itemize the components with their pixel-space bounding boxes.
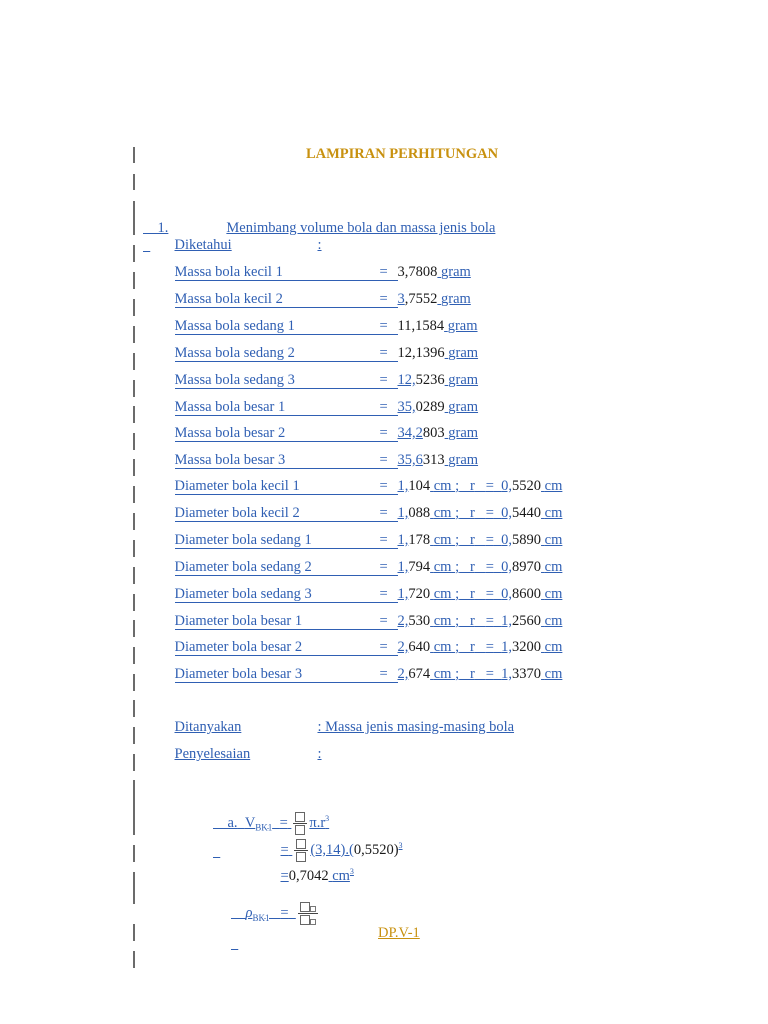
diameter-unit: cm [433,559,452,575]
diameter-value: 104 [408,478,431,494]
diameter-value-inserted: 2, [397,639,409,655]
equals-sign: = [280,905,289,921]
equals-sign: = [380,452,398,469]
diameter-label: Diameter bola sedang 1 [175,532,380,549]
mass-value: 3,7808 [397,264,438,280]
exponent: 3 [349,867,354,876]
diameter-value: 674 [408,666,431,682]
equals-sign: = [380,639,398,656]
mass-label: Massa bola sedang 2 [175,345,380,362]
section-number: 1. [157,220,169,236]
mass-value-inserted: 12, [397,372,416,388]
mass-label: Massa bola besar 2 [175,425,380,442]
change-bar [133,406,135,423]
equals-sign: = [485,586,494,602]
change-bar [133,326,135,343]
diameter-value-inserted: 1, [397,586,409,602]
radius-value: 8600 [512,586,542,602]
diameter-value-inserted: 1, [397,478,409,494]
diameter-unit: cm [433,666,452,682]
penyelesaian-label: Penyelesaian [174,746,251,762]
change-bar [133,540,135,557]
mass-unit: gram [448,452,479,468]
change-bar [133,299,135,316]
change-bar [133,780,135,835]
equals-sign: = [380,505,398,522]
radius-value: 3200 [512,639,542,655]
mass-label: Massa bola kecil 2 [175,291,380,308]
penyelesaian-row [160,727,322,781]
volume-subscript: BK1 [255,822,273,833]
equals-sign: = [380,559,398,576]
formula-tail: π.r [309,814,326,831]
radius-label: r [470,586,475,602]
radius-label: r [470,478,475,494]
change-bar [133,647,135,664]
page-title: LAMPIRAN PERHITUNGAN [305,146,499,162]
equals-sign: = [380,399,398,416]
ditanyakan-label: Ditanyakan [174,719,242,735]
rho-subscript: BK1 [252,912,270,923]
volume-unit: cm [332,867,350,884]
volume-symbol: V [244,814,256,831]
page-footer-label: DP.V-1 [378,925,420,941]
separator: ; [455,505,460,521]
separator: ; [455,532,460,548]
radius-unit: cm [544,505,563,521]
radius-label: r [470,613,475,629]
mass-label: Massa bola besar 3 [175,452,380,469]
volume-value: 0,7042 [288,867,329,884]
equals-sign: = [380,425,398,442]
mass-value: 5236 [415,372,445,388]
radius-unit: cm [544,559,563,575]
equals-sign: = [380,586,398,603]
radius-value: 5890 [512,532,542,548]
penyelesaian-colon: : [317,746,322,762]
diameter-value: 530 [408,613,431,629]
diketahui-label: Diketahui [174,237,232,253]
equals-sign: = [380,345,398,362]
equals-sign: = [380,532,398,549]
diameter-unit: cm [433,613,452,629]
change-bar [133,727,135,744]
rho-symbol: ρ [245,905,253,921]
change-bar [133,174,135,190]
fraction-placeholder-icon [298,902,318,925]
diameter-value: 794 [408,559,431,575]
mass-label: Massa bola sedang 3 [175,372,380,389]
separator: ; [455,478,460,494]
separator: ; [455,613,460,629]
mass-unit: gram [441,291,471,307]
mass-value: 12,1396 [397,345,445,361]
separator: ; [455,666,460,682]
mass-unit: gram [447,318,478,334]
mass-unit: gram [441,264,471,280]
radius-unit: cm [544,666,563,682]
equals-sign: = [485,505,494,521]
separator: ; [455,639,460,655]
radius-label: r [470,666,475,682]
radius-value: 3370 [512,666,542,682]
change-bar [133,272,135,289]
diameter-label: Diameter bola besar 1 [175,613,380,630]
equals-sign: = [380,613,398,630]
change-bar [133,433,135,450]
change-bar [133,620,135,637]
radius-unit: cm [544,639,563,655]
diameter-value: 720 [408,586,431,602]
equals-sign: = [485,639,494,655]
change-bar [133,845,135,862]
change-bar [133,245,135,262]
mass-value: 0289 [415,399,445,415]
density-formula [231,874,320,957]
calc-item-label: a. [227,814,238,831]
radius-value: 2560 [512,613,542,629]
change-bar [133,754,135,771]
equals-sign: = [380,666,398,683]
radius-label: r [470,505,475,521]
pi-value: (3,14).( [310,841,354,858]
mass-value: 313 [422,452,445,468]
equals-sign: = [380,372,398,389]
equals-sign: = [380,291,398,308]
ditanyakan-value: : Massa jenis masing-masing bola [317,719,515,735]
diameter-unit: cm [433,505,452,521]
diameter-value-inserted: 2, [397,666,409,682]
equals-sign: = [279,814,288,831]
diameter-label: Diameter bola kecil 2 [175,505,380,522]
diameter-value-inserted: 1, [397,559,409,575]
equals-sign: = [380,478,398,495]
mass-value: 11,1584 [397,318,445,334]
equals-sign: = [485,478,494,494]
radius-label: r [470,559,475,575]
change-bar [133,951,135,968]
diameter-unit: cm [433,532,452,548]
diameter-unit: cm [433,639,452,655]
radius-value-inserted: 0, [501,586,513,602]
separator: ; [455,559,460,575]
diameter-value: 178 [408,532,431,548]
radius-value: 5520 [512,478,542,494]
change-bar [133,380,135,397]
equals-sign: = [485,666,494,682]
equals-sign: = [380,318,398,335]
radius-value-inserted: 0, [501,532,513,548]
mass-value-inserted: 35,6 [397,452,423,468]
change-bar [133,594,135,611]
diameter-unit: cm [433,478,452,494]
change-bar [133,872,135,904]
exponent: 3 [398,841,403,850]
radius-unit: cm [544,586,563,602]
equals-sign: = [280,841,289,858]
diameter-value-inserted: 1, [397,505,409,521]
radius-unit: cm [544,478,563,494]
mass-unit: gram [448,372,479,388]
radius-value-inserted: 1, [501,666,513,682]
equals-sign: = [280,867,289,884]
change-bar [133,700,135,717]
mass-label: Massa bola kecil 1 [175,264,380,281]
diameter-label: Diameter bola besar 3 [175,666,380,683]
mass-value: 803 [422,425,445,441]
section-heading-text: Menimbang volume bola dan massa jenis bola [226,220,496,236]
mass-value-inserted: 34,2 [397,425,423,441]
change-bar [133,567,135,584]
diameter-value-inserted: 2, [397,613,409,629]
mass-value-inserted: 3 [397,291,405,307]
mass-unit: gram [448,399,479,415]
radius-value: 5440 [512,505,542,521]
diameter-row [160,647,562,701]
change-bar [133,513,135,530]
radius-value-inserted: 0, [501,505,513,521]
change-bar [133,201,135,235]
radius-unit: cm [544,532,563,548]
change-bar [133,924,135,941]
diameter-value-inserted: 1, [397,532,409,548]
radius-value-inserted: 0, [501,478,513,494]
mass-unit: gram [448,345,479,361]
radius-unit: cm [544,613,563,629]
separator: ; [455,586,460,602]
mass-label: Massa bola besar 1 [175,399,380,416]
radius-label: r [470,532,475,548]
radius-value-inserted: 1, [501,639,513,655]
mass-unit: gram [448,425,479,441]
change-bar [133,674,135,691]
diameter-unit: cm [433,586,452,602]
mass-value: ,7552 [404,291,438,307]
change-bar [133,353,135,370]
exponent: 3 [325,814,330,823]
equals-sign: = [485,559,494,575]
diketahui-colon: : [317,237,322,253]
radius-label: r [470,639,475,655]
equals-sign: = [380,264,398,281]
radius-value: 8970 [512,559,542,575]
diameter-label: Diameter bola sedang 2 [175,559,380,576]
equals-sign: = [485,613,494,629]
diameter-label: Diameter bola besar 2 [175,639,380,656]
radius-value-inserted: 0, [501,559,513,575]
mass-value-inserted: 35, [397,399,416,415]
diameter-label: Diameter bola sedang 3 [175,586,380,603]
radius-substituted: 0,5520) [353,841,399,858]
change-bar [133,486,135,503]
change-bar [133,459,135,476]
diameter-value: 640 [408,639,431,655]
equals-sign: = [485,532,494,548]
diameter-value: 088 [408,505,431,521]
diameter-label: Diameter bola kecil 1 [175,478,380,495]
mass-label: Massa bola sedang 1 [175,318,380,335]
radius-value-inserted: 1, [501,613,513,629]
